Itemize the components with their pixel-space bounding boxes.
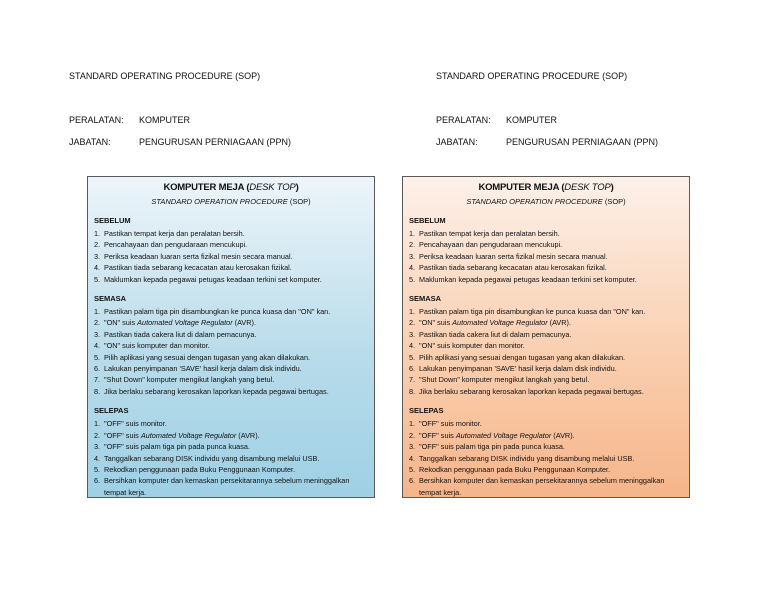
list-item: 3. "OFF" suis palam tiga pin pada punca kuasa. <box>409 442 565 452</box>
list-item: 6. Bersihkan komputer dan kemaskan persekitarannya sebelum meninggalkan tempat kerja. <box>94 476 350 497</box>
list-item: 4. Tanggalkan sebarang DISK individu yang disambung melalui USB. <box>409 453 635 463</box>
section-sebelum-label: SEBELUM <box>409 216 446 225</box>
list-item: 3. "OFF" suis palam tiga pin pada punca kuasa. <box>94 442 250 452</box>
list-item: 4. Pastikan tiada sebarang kecacatan atau kerosakan fizikal. <box>409 263 607 273</box>
card-subtitle: STANDARD OPERATION PROCEDURE (SOP) <box>466 197 626 206</box>
list-item: 2. "ON" suis Automated Voltage Regulator (AVR). <box>409 318 572 328</box>
list-item: 1. "OFF" suis monitor. <box>94 419 167 429</box>
jabatan-value: PENGURUSAN PERNIAGAAN (PPN) <box>506 137 659 147</box>
peralatan-row <box>69 115 190 125</box>
list-item: 1. Pastikan palam tiga pin disambungkan ke punca kuasa dan "ON" kan. <box>409 307 646 317</box>
section-semasa-label: SEMASA <box>409 294 442 304</box>
section-sebelum-label: SEBELUM <box>94 216 131 225</box>
list-item: 5. Pilih aplikasi yang sesuai dengan tugasan yang akan dilakukan. <box>409 352 626 362</box>
list-item: 7. "Shut Down" komputer mengikut langkah yang betul. <box>94 375 275 385</box>
list-item: 2. Pencahayaan dan pengudaraan mencukupi. <box>409 240 563 250</box>
list-semasa <box>409 306 683 397</box>
list-semasa <box>94 306 368 397</box>
list-selepas <box>409 418 683 498</box>
list-item: 5. Rekodkan penggunaan pada Buku Penggunaan Komputer. <box>94 464 296 474</box>
list-item: 2. "ON" suis Automated Voltage Regulator (AVR). <box>94 318 257 328</box>
list-item: 1. Pastikan tempat kerja dan peralatan bersih. <box>94 229 245 238</box>
list-item: 6. Bersihkan komputer dan kemaskan persekitarannya sebelum meninggalkan tempat kerja. <box>409 476 665 497</box>
list-sebelum <box>94 228 368 285</box>
sop-card <box>402 176 690 498</box>
peralatan-label: PERALATAN: <box>69 115 124 125</box>
peralatan-row <box>436 115 557 125</box>
jabatan-row <box>436 137 658 147</box>
list-item: 8. Jika berlaku sebarang kerosakan laporkan kepada pegawai bertugas. <box>409 386 644 396</box>
list-item: 4. Pastikan tiada sebarang kecacatan atau kerosakan fizikal. <box>94 263 292 273</box>
list-item: 4. Tanggalkan sebarang DISK individu yang disambung melalui USB. <box>94 453 320 463</box>
list-item: 2. Pencahayaan dan pengudaraan mencukupi. <box>94 240 248 250</box>
list-item: 3. Pastikan tiada cakera liut di dalam pemacunya. <box>409 329 572 339</box>
sop-heading: STANDARD OPERATING PROCEDURE (SOP) <box>69 71 261 81</box>
sop-heading: STANDARD OPERATING PROCEDURE (SOP) <box>436 71 628 81</box>
jabatan-row <box>69 137 291 147</box>
peralatan-label: PERALATAN: <box>436 115 491 125</box>
peralatan-value: KOMPUTER <box>139 115 191 125</box>
list-sebelum <box>409 228 683 285</box>
sop-card <box>87 176 375 498</box>
list-item: 6. Lakukan penyimpanan 'SAVE' hasil kerja dalam disk individu. <box>409 364 617 374</box>
section-selepas-label: SELEPAS <box>409 406 444 416</box>
list-item: 5. Maklumkan kepada pegawai petugas keadaan terkini set komputer. <box>94 274 322 284</box>
list-item: 7. "Shut Down" komputer mengikut langkah yang betul. <box>409 375 590 385</box>
list-item: 5. Maklumkan kepada pegawai petugas keadaan terkini set komputer. <box>409 274 637 284</box>
list-item: 6. Lakukan penyimpanan 'SAVE' hasil kerja dalam disk individu. <box>94 364 302 374</box>
list-item: 8. Jika berlaku sebarang kerosakan laporkan kepada pegawai bertugas. <box>94 386 329 396</box>
list-item: 4. "ON" suis komputer dan monitor. <box>94 341 210 351</box>
peralatan-value: KOMPUTER <box>506 115 558 125</box>
list-item: 1. "OFF" suis monitor. <box>409 419 482 429</box>
list-item: 3. Periksa keadaan luaran serta fizikal mesin secara manual. <box>409 251 608 261</box>
jabatan-label: JABATAN: <box>69 137 111 147</box>
section-semasa-label: SEMASA <box>94 294 127 304</box>
list-item: 1. Pastikan tempat kerja dan peralatan bersih. <box>409 229 560 238</box>
jabatan-label: JABATAN: <box>436 137 478 147</box>
card-title: KOMPUTER MEJA (DESK TOP) <box>478 182 614 193</box>
list-item: 3. Periksa keadaan luaran serta fizikal mesin secara manual. <box>94 251 293 261</box>
list-item: 2. "OFF" suis Automated Voltage Regulator (AVR). <box>409 430 575 440</box>
card-title: KOMPUTER MEJA (DESK TOP) <box>163 182 299 193</box>
list-item: 4. "ON" suis komputer dan monitor. <box>409 341 525 351</box>
card-subtitle: STANDARD OPERATION PROCEDURE (SOP) <box>151 197 311 206</box>
list-item: 2. "OFF" suis Automated Voltage Regulator (AVR). <box>94 430 260 440</box>
list-item: 5. Rekodkan penggunaan pada Buku Penggunaan Komputer. <box>409 464 611 474</box>
list-selepas <box>94 418 368 498</box>
list-item: 1. Pastikan palam tiga pin disambungkan ke punca kuasa dan "ON" kan. <box>94 307 331 317</box>
jabatan-value: PENGURUSAN PERNIAGAAN (PPN) <box>139 137 292 147</box>
list-item: 3. Pastikan tiada cakera liut di dalam pemacunya. <box>94 329 257 339</box>
list-item: 5. Pilih aplikasi yang sesuai dengan tugasan yang akan dilakukan. <box>94 352 311 362</box>
section-selepas-label: SELEPAS <box>94 406 129 416</box>
